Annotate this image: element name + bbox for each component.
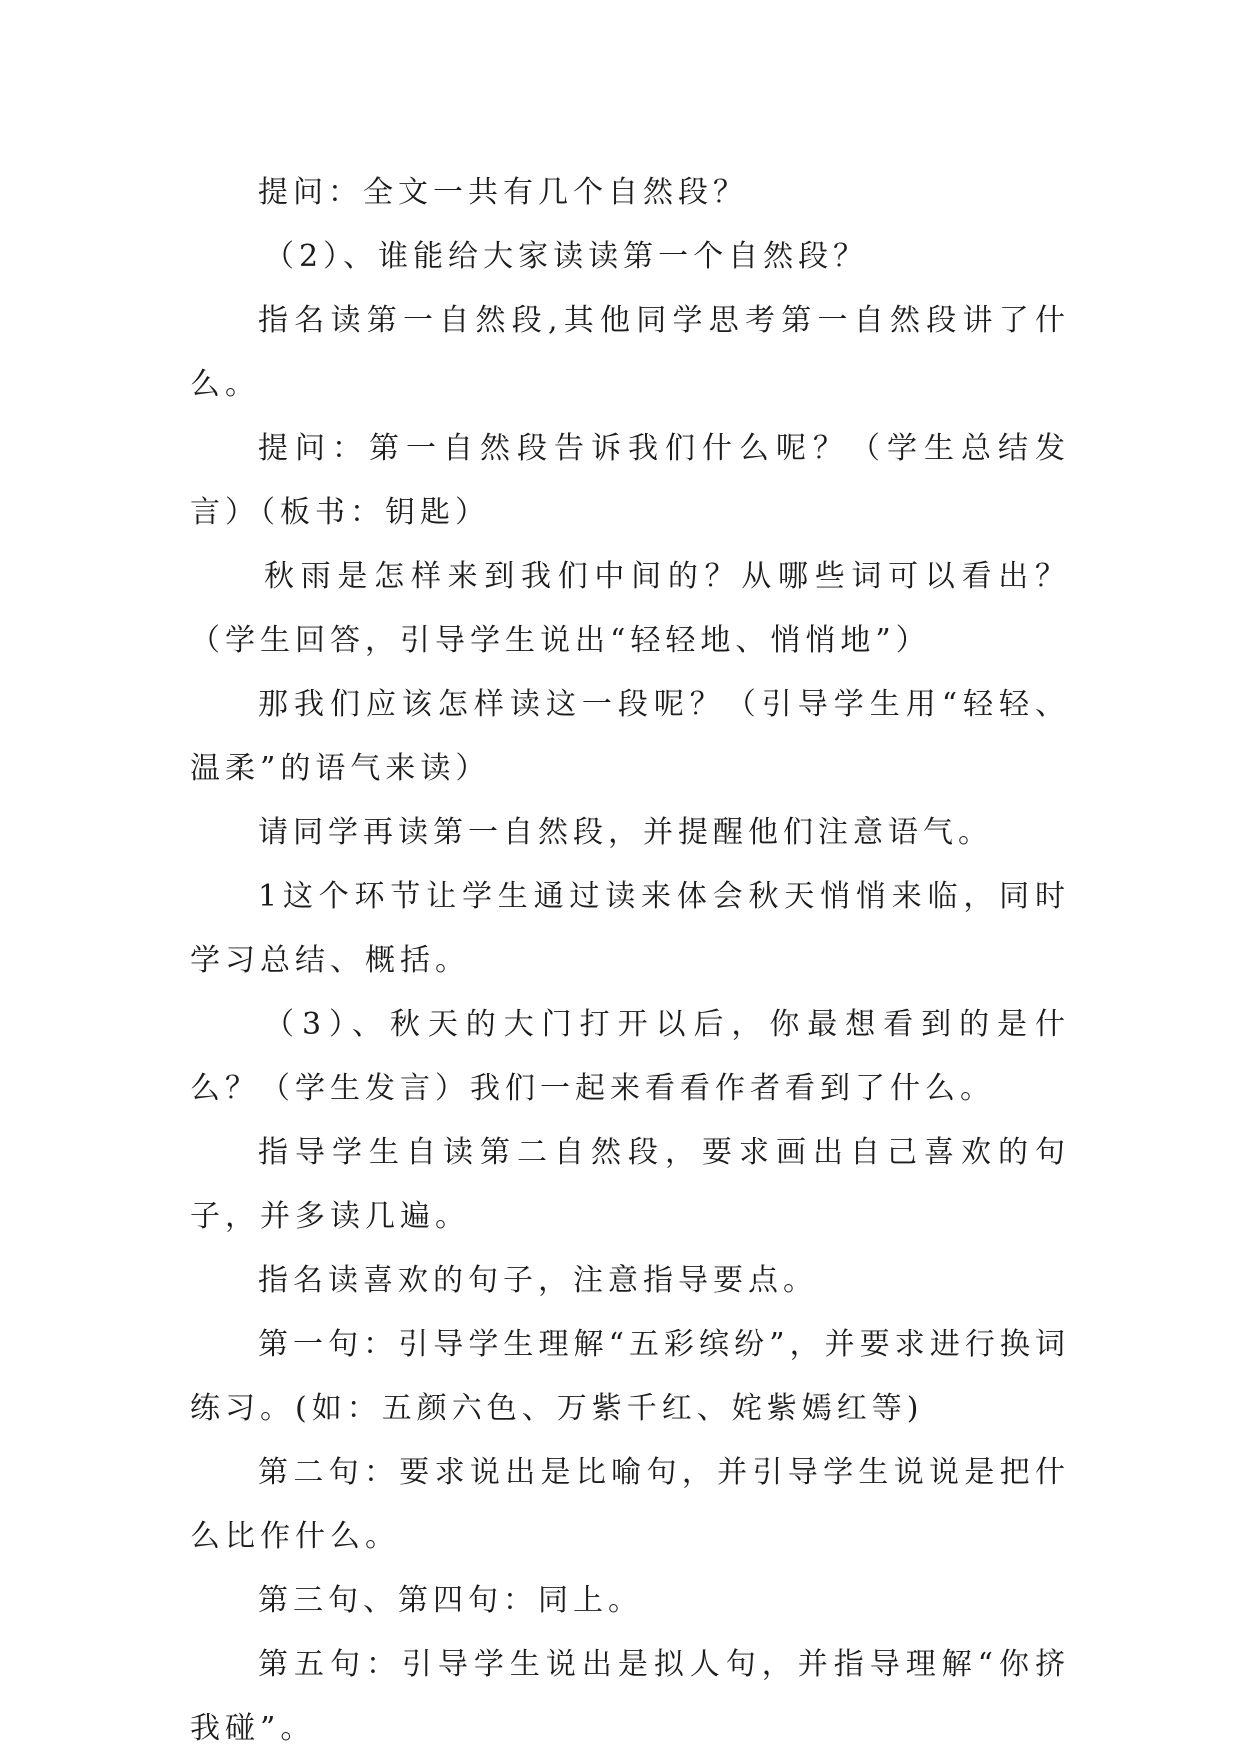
document-body xyxy=(190,161,1070,1761)
paragraph-sentence-five: 第五句：引导学生说出是拟人句，并指导理解“你挤我碰”。 xyxy=(190,1647,1070,1746)
paragraph-sentence-one: 第一句：引导学生理解“五彩缤纷”，并要求进行换词练习。(如：五颜六色、万紫千红、姹紫嫣红等) xyxy=(190,1327,1070,1426)
paragraph-autumn-door: （3）、秋天的大门打开以后，你最想看到的是什么？（学生发言）我们一起来看看作者看到了什么。 xyxy=(190,1007,1070,1106)
paragraph-autumn-rain: 秋雨是怎样来到我们中间的？从哪些词可以看出？（学生回答，引导学生说出“轻轻地、悄悄地”） xyxy=(190,559,1070,658)
paragraph-name-read: 指名读第一自然段,其他同学思考第一自然段讲了什么。 xyxy=(190,303,1070,402)
paragraph-step-note: 1这个环节让学生通过读来体会秋天悄悄来临，同时学习总结、概括。 xyxy=(190,879,1070,978)
paragraph-how-to-read: 那我们应该怎样读这一段呢？（引导学生用“轻轻、温柔”的语气来读） xyxy=(190,687,1070,786)
paragraph-self-read: 指导学生自读第二自然段，要求画出自己喜欢的句子，并多读几遍。 xyxy=(190,1135,1070,1234)
paragraph-favorite-sentence: 指名读喜欢的句子，注意指导要点。 xyxy=(258,1263,818,1298)
paragraph-sentence-two: 第二句：要求说出是比喻句，并引导学生说说是把什么比作什么。 xyxy=(190,1455,1070,1554)
paragraph-reread: 请同学再读第一自然段，并提醒他们注意语气。 xyxy=(258,815,993,850)
paragraph-read-first: （2）、谁能给大家读读第一个自然段？ xyxy=(264,239,869,274)
paragraph-question-first: 提问：第一自然段告诉我们什么呢？（学生总结发言）（板书：钥匙） xyxy=(190,431,1070,530)
paragraph-question-count: 提问：全文一共有几个自然段？ xyxy=(258,175,748,210)
paragraph-sentence-three-four: 第三句、第四句：同上。 xyxy=(258,1583,643,1618)
